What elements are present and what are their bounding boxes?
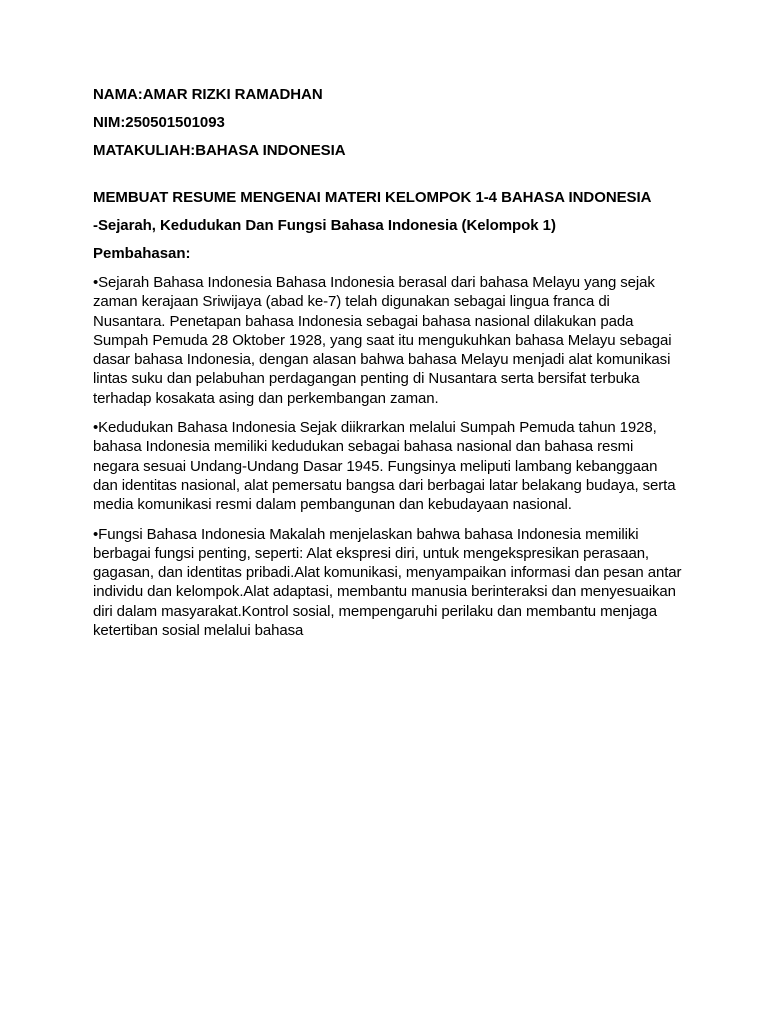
student-nim: NIM:250501501093 (93, 114, 225, 131)
paragraph-fungsi: •Fungsi Bahasa Indonesia Makalah menjelaskan bahwa bahasa Indonesia memiliki berbagai fungsi penting, seperti: Alat ekspresi diri, untuk mengekspresikan perasaan, gagasan, dan identitas pribadi.Alat komunikasi, menyampaikan informasi dan pesan antar individu dan kelompok.Alat adaptasi, membantu manusia berinteraksi dan menyesuaikan diri dalam masyarakat.Kontrol sosial, mempengaruhi perilaku dan membantu menjaga ketertiban sosial melalui bahasa (93, 525, 682, 640)
document-title: MEMBUAT RESUME MENGENAI MATERI KELOMPOK 1-4 BAHASA INDONESIA (93, 189, 652, 206)
paragraph-kedudukan: •Kedudukan Bahasa Indonesia Sejak diikrarkan melalui Sumpah Pemuda tahun 1928, bahasa Indonesia memiliki kedudukan sebagai bahasa nasional dan bahasa resmi negara sesuai Undang-Undang Dasar 1945. Fungsinya meliputi lambang kebanggaan dan identitas nasional, alat pemersatu bangsa dari berbagai latar belakang budaya, serta media komunikasi resmi dalam pembangunan dan kebudayaan nasional. (93, 419, 676, 514)
paragraph-sejarah: •Sejarah Bahasa Indonesia Bahasa Indonesia berasal dari bahasa Melayu yang sejak zaman kerajaan Sriwijaya (abad ke-7) telah digunakan sebagai lingua franca di Nusantara. Penetapan bahasa Indonesia sebagai bahasa nasional dilakukan pada Sumpah Pemuda 28 Oktober 1928, yang saat itu mengukuhkan bahasa Melayu sebagai dasar bahasa Indonesia, dengan alasan bahwa bahasa Melayu menjadi alat komunikasi lintas suku dan pelabuhan perdagangan penting di Nusantara serta bersifat terbuka terhadap kosakata asing dan perkembangan zaman. (93, 274, 672, 407)
course-name: MATAKULIAH:BAHASA INDONESIA (93, 142, 346, 159)
document-content (93, 86, 683, 650)
section-label: Pembahasan: (93, 245, 191, 262)
student-name: NAMA:AMAR RIZKI RAMADHAN (93, 86, 323, 103)
document-subtitle: -Sejarah, Kedudukan Dan Fungsi Bahasa Indonesia (Kelompok 1) (93, 217, 556, 234)
